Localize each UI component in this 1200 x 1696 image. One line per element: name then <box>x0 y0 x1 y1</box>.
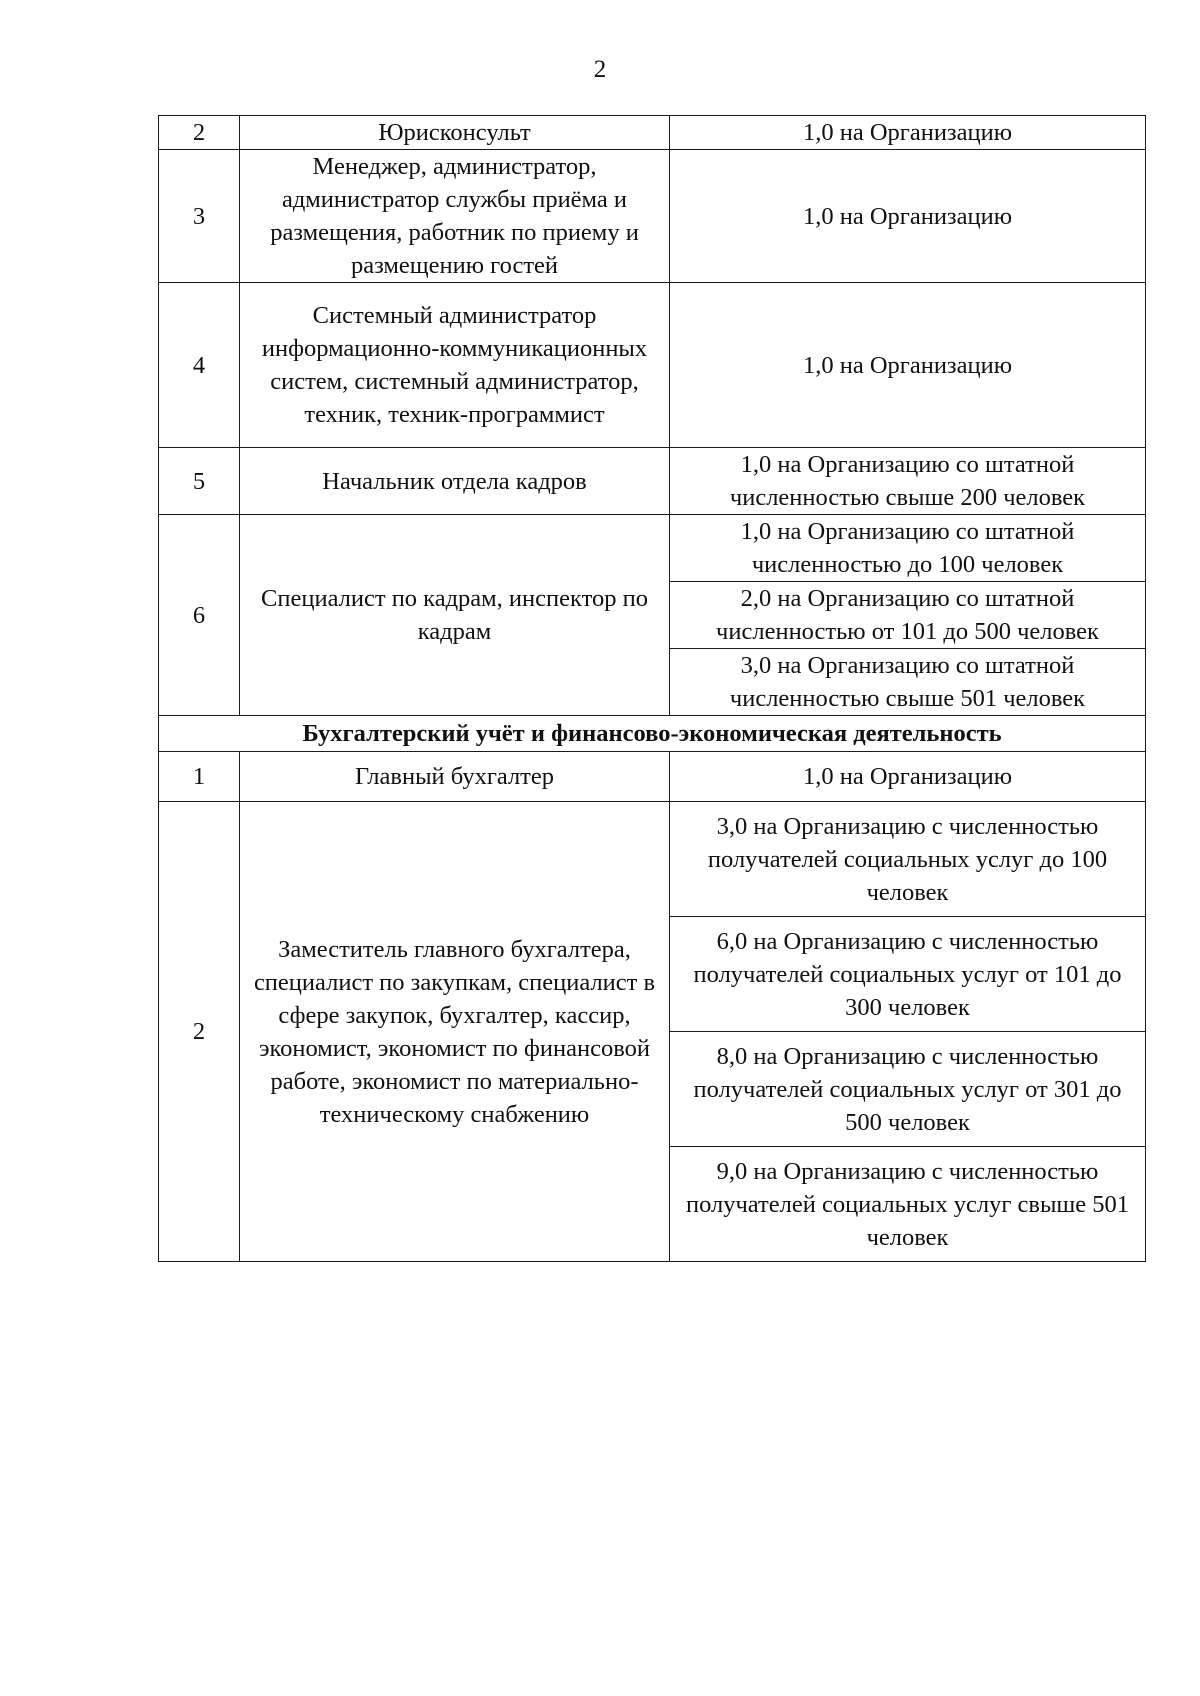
page-number: 2 <box>593 56 607 83</box>
table-row <box>159 448 1146 515</box>
table-row <box>159 802 1146 917</box>
section-header-row <box>159 716 1146 752</box>
table-row <box>159 283 1146 448</box>
norm-cell: 1,0 на Организацию <box>670 116 1146 150</box>
row-number: 1 <box>159 752 240 802</box>
norm-cell: 1,0 на Организацию со штатной численностью свыше 200 человек <box>670 448 1146 515</box>
norm-cell: 6,0 на Организацию с численностью получателей социальных услуг от 101 до 300 человек <box>670 917 1146 1032</box>
position-cell: Менеджер, администратор, администратор службы приёма и размещения, работник по приему и размещению гостей <box>240 150 670 283</box>
row-number: 4 <box>159 283 240 448</box>
position-cell: Главный бухгалтер <box>240 752 670 802</box>
norm-cell: 3,0 на Организацию с численностью получателей социальных услуг до 100 человек <box>670 802 1146 917</box>
table-row <box>159 150 1146 283</box>
norm-cell: 1,0 на Организацию <box>670 150 1146 283</box>
section-title: Бухгалтерский учёт и финансово-экономическая деятельность <box>159 716 1146 752</box>
row-number: 5 <box>159 448 240 515</box>
table-row <box>159 752 1146 802</box>
row-number: 2 <box>159 116 240 150</box>
row-number: 2 <box>159 802 240 1262</box>
staffing-norms-table <box>158 115 1146 1262</box>
norm-cell: 1,0 на Организацию <box>670 752 1146 802</box>
table-row <box>159 116 1146 150</box>
row-number: 6 <box>159 515 240 716</box>
row-number: 3 <box>159 150 240 283</box>
norm-cell: 8,0 на Организацию с численностью получателей социальных услуг от 301 до 500 человек <box>670 1032 1146 1147</box>
position-cell: Юрисконсульт <box>240 116 670 150</box>
position-cell: Начальник отдела кадров <box>240 448 670 515</box>
norm-cell: 1,0 на Организацию со штатной численностью до 100 человек <box>670 515 1146 582</box>
position-cell: Заместитель главного бухгалтера, специалист по закупкам, специалист в сфере закупок, бухгалтер, кассир, экономист, экономист по финансовой работе, экономист по материально-техническому снабжению <box>240 802 670 1262</box>
norm-cell: 9,0 на Организацию с численностью получателей социальных услуг свыше 501 человек <box>670 1147 1146 1262</box>
table-row <box>159 515 1146 582</box>
norm-cell: 2,0 на Организацию со штатной численностью от 101 до 500 человек <box>670 582 1146 649</box>
position-cell: Специалист по кадрам, инспектор по кадрам <box>240 515 670 716</box>
position-cell: Системный администратор информационно-коммуникационных систем, системный администратор, техник, техник-программист <box>240 283 670 448</box>
norm-cell: 1,0 на Организацию <box>670 283 1146 448</box>
norm-cell: 3,0 на Организацию со штатной численностью свыше 501 человек <box>670 649 1146 716</box>
